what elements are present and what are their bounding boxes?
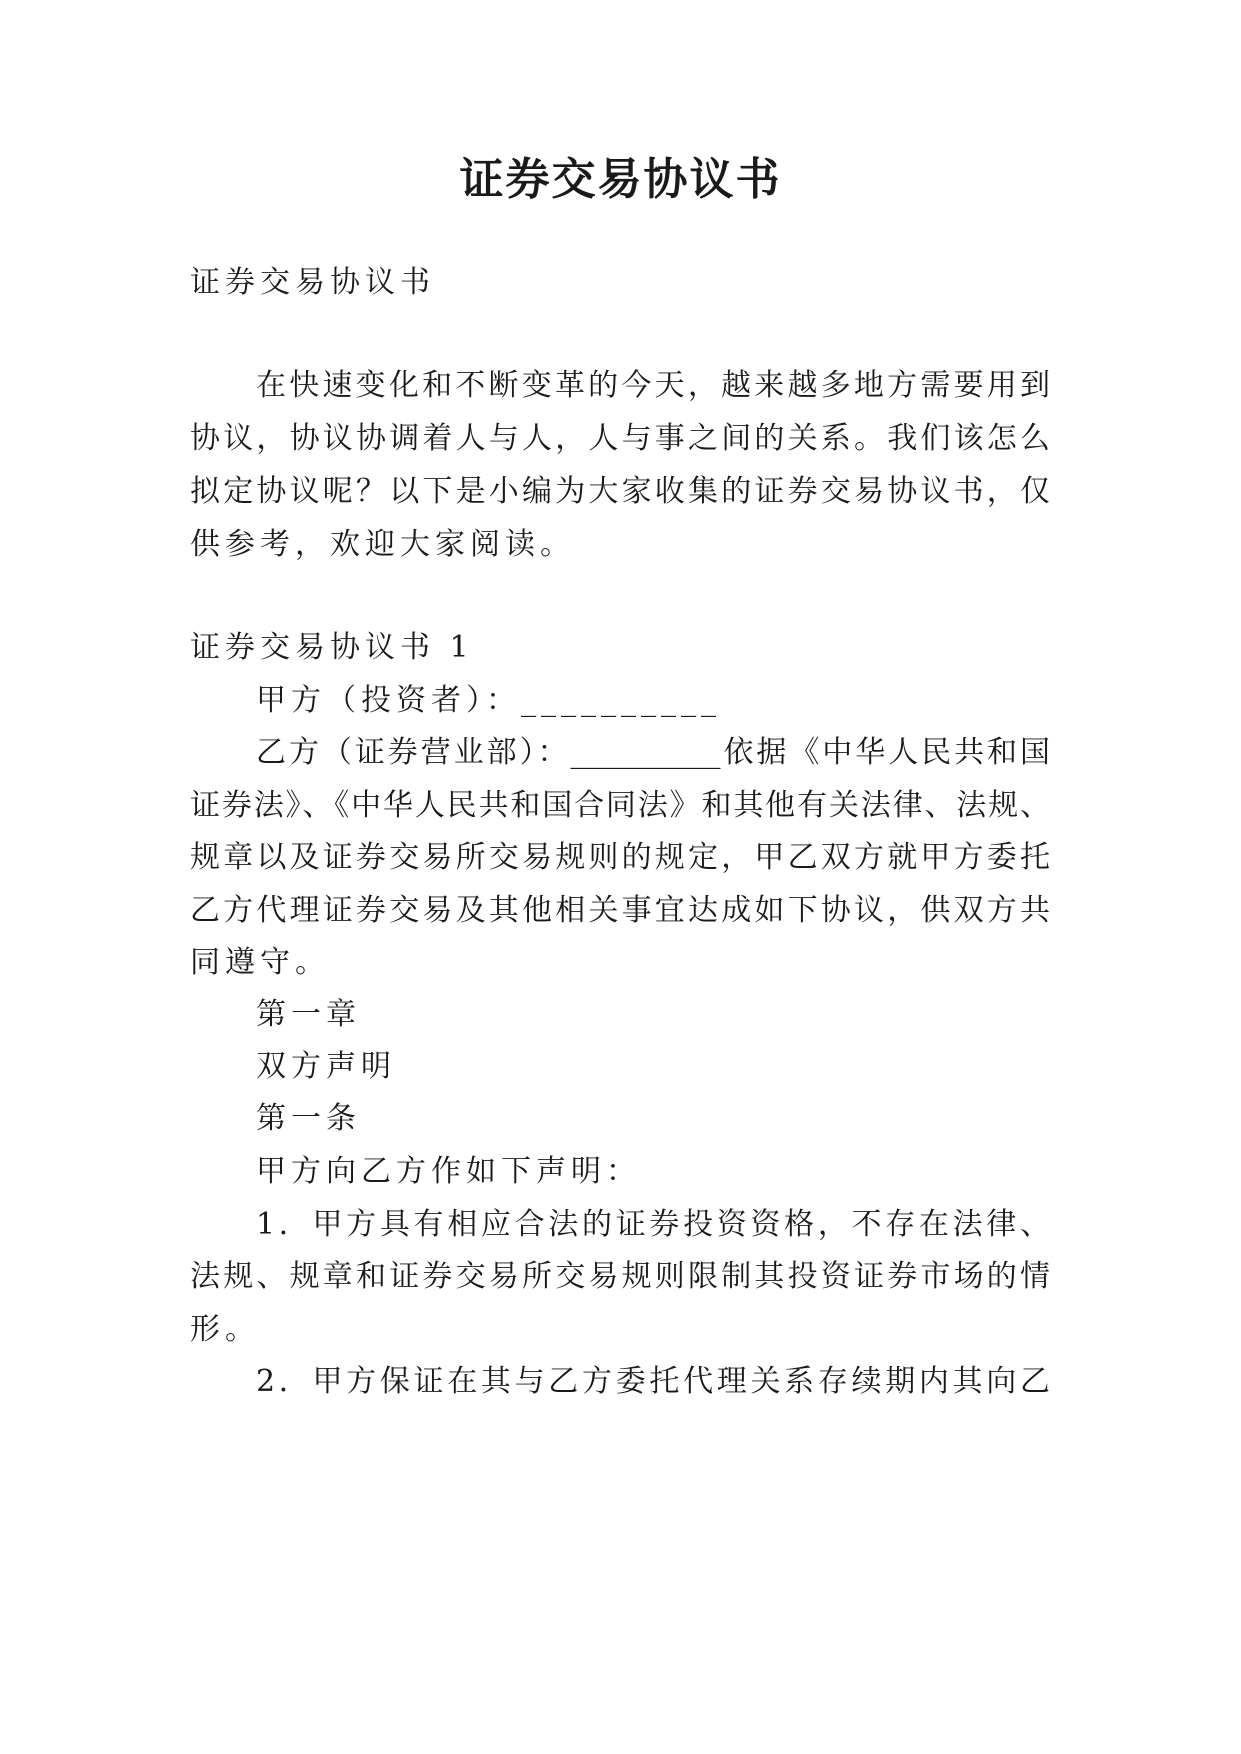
clause-1-line-2: 法规、规章和证券交易所交易规则限制其投资证券市场的情 (190, 1259, 1050, 1294)
intro-line-4: 供参考，欢迎大家阅读。 (190, 527, 575, 562)
subtitle-line: 证券交易协议书 (190, 265, 435, 300)
chapter-title: 双方声明 (256, 1049, 396, 1084)
body-line-1: 证券法》、《中华人民共和国合同法》和其他有关法律、法规、 (190, 788, 1050, 823)
clause-1-line-1: 1．甲方具有相应合法的证券投资资格，不存在法律、 (256, 1207, 1050, 1242)
body-line-3: 乙方代理证券交易及其他相关事宜达成如下协议，供双方共 (190, 893, 1050, 928)
body-line-2: 规章以及证券交易所交易规则的规定，甲乙双方就甲方委托 (190, 840, 1050, 875)
body-line-4: 同遵守。 (190, 945, 330, 980)
section-heading-1: 证券交易协议书 1 (190, 630, 474, 665)
clause-1-line-3: 形。 (190, 1312, 260, 1347)
declaration-line: 甲方向乙方作如下声明： (256, 1154, 641, 1189)
clause-2-line-1: 2．甲方保证在其与乙方委托代理关系存续期内其向乙 (256, 1364, 1050, 1399)
intro-line-3: 拟定协议呢？以下是小编为大家收集的证券交易协议书，仅 (190, 474, 1050, 509)
party-a-line: 甲方（投资者）：__________ (256, 683, 721, 718)
chapter-heading: 第一章 (256, 997, 361, 1032)
intro-line-2: 协议，协议协调着人与人，人与事之间的关系。我们该怎么 (190, 421, 1050, 456)
intro-line-1: 在快速变化和不断变革的今天，越来越多地方需要用到 (256, 368, 1050, 403)
article-heading: 第一条 (256, 1101, 361, 1136)
party-b-line: 乙方（证券营业部）：__________依据《中华人民共和国 (256, 735, 1050, 770)
document-title: 证券交易协议书 (459, 154, 782, 205)
